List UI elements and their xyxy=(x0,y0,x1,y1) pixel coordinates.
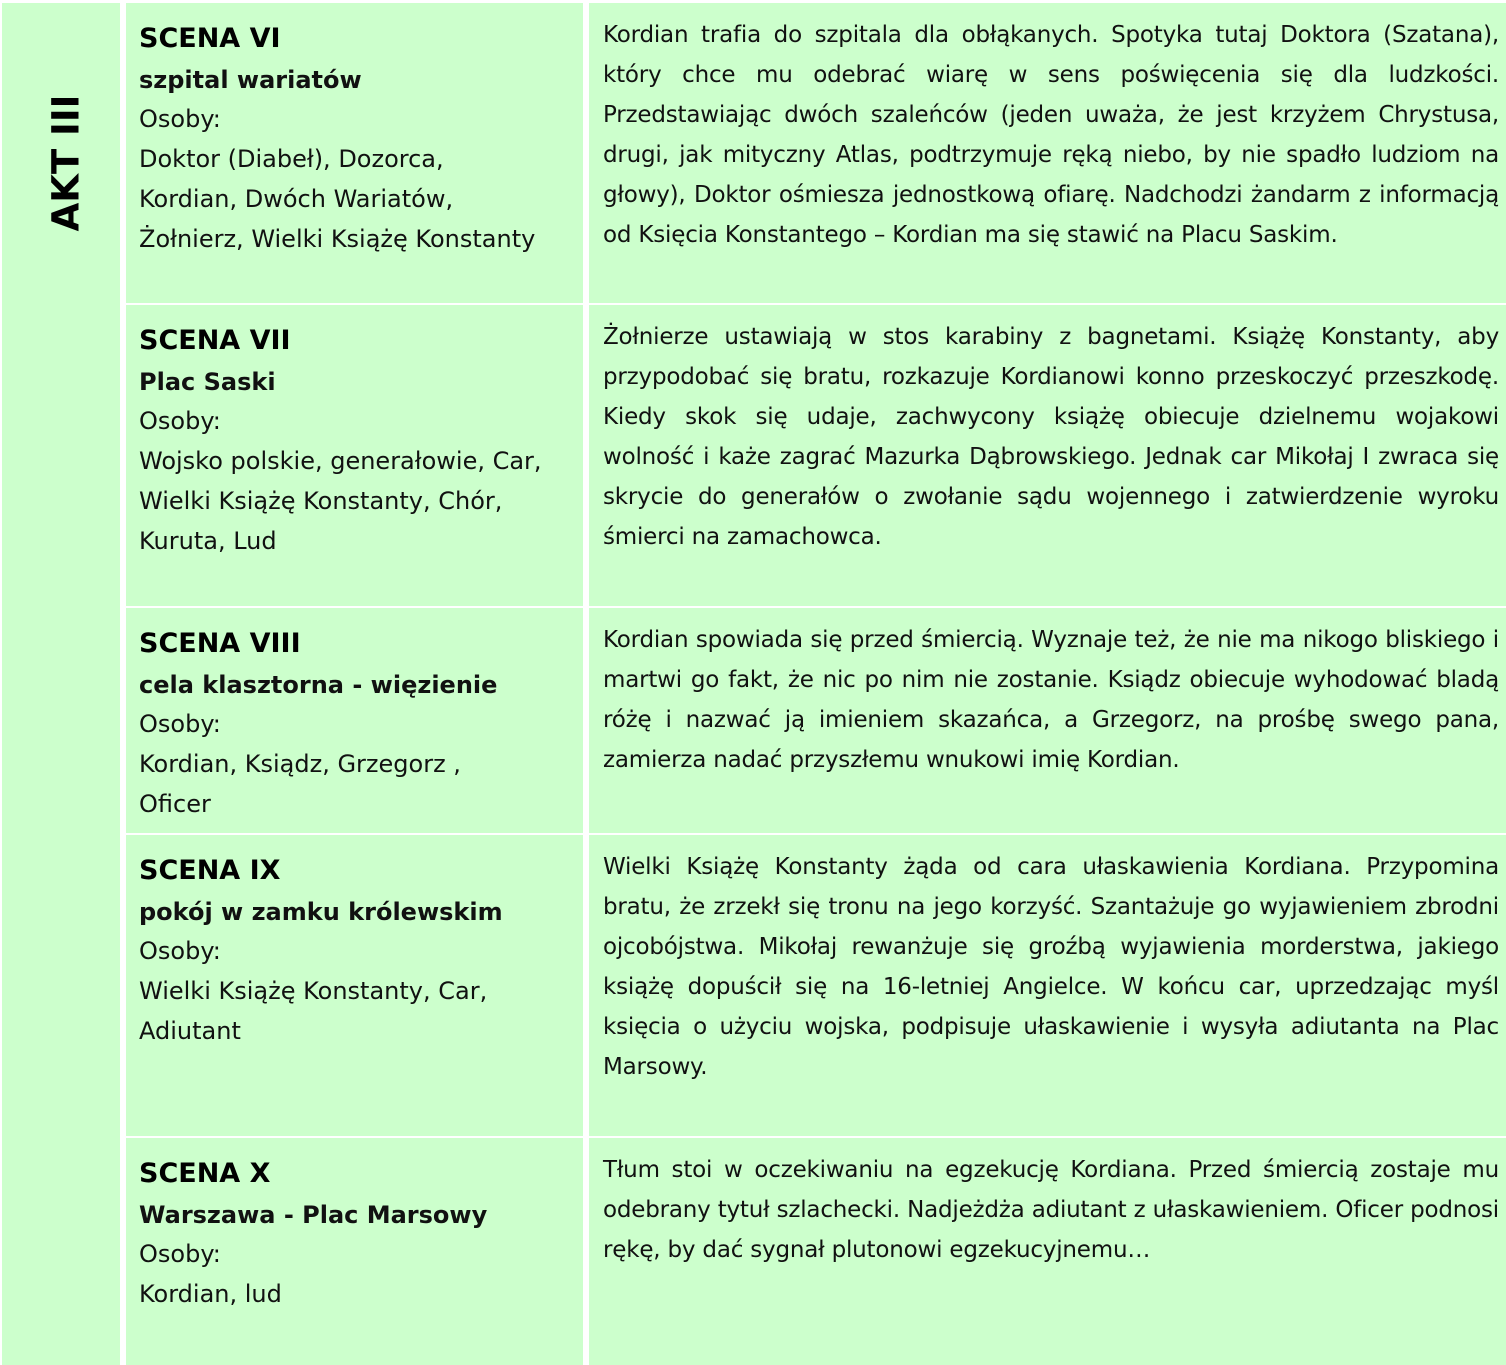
scene-place: cela klasztorna - więzienie xyxy=(139,671,498,699)
scene-title: SCENA X xyxy=(139,1158,271,1189)
scene-description: Tłum stoi w oczekiwaniu na egzekucję Kordiana. Przed śmiercią zostaje mu odebrany tytuł szlachecki. Nadjeżdża adiutant z ułaskawieniem. Oficer podnosi rękę, by dać sygnał plutonowi egzekucyjnemu… xyxy=(603,1157,1499,1263)
scene-title: SCENA VIII xyxy=(139,628,301,659)
act-label: AKT III xyxy=(44,94,88,232)
scene-description-cell xyxy=(589,608,1506,833)
scene-info-cell xyxy=(126,3,583,303)
scene-description-cell xyxy=(589,3,1506,303)
scene-place: szpital wariatów xyxy=(139,66,362,94)
scene-description-cell xyxy=(589,1138,1506,1365)
scene-description: Kordian spowiada się przed śmiercią. Wyznaje też, że nie ma nikogo bliskiego i martwi go fakt, że nic po nim nie zostanie. Ksiądz obiecuje wyhodować bladą różę i nazwać ją imieniem skazańca, a Grzegorz, na prośbę swego pana, zamierza nadać przyszłemu wnukowi imię Kordian. xyxy=(603,627,1499,773)
scene-persons: Wielki Książę Konstanty, Car, Adiutant xyxy=(139,977,488,1045)
scene-description-cell xyxy=(589,305,1506,606)
persons-label: Osoby: xyxy=(139,937,221,965)
scene-info-cell xyxy=(126,608,583,833)
act-header-cell xyxy=(2,3,120,1365)
scene-info-cell xyxy=(126,835,583,1136)
scene-title: SCENA VI xyxy=(139,23,281,54)
scene-place: Warszawa - Plac Marsowy xyxy=(139,1201,488,1229)
scene-info-cell xyxy=(126,305,583,606)
scene-persons: Kordian, Ksiądz, Grzegorz , Oficer xyxy=(139,750,461,818)
scene-place: Plac Saski xyxy=(139,368,276,396)
scene-title: SCENA IX xyxy=(139,855,281,886)
scene-description: Wielki Książę Konstanty żąda od cara ułaskawienia Kordiana. Przypomina bratu, że zrzekł się tronu na jego korzyść. Szantażuje go wyjawieniem zbrodni ojcobójstwa. Mikołaj rewanżuje się groźbą wyjawienia morderstwa, jakiego książę dopuścił się na 16-letniej Angielce. W końcu car, uprzedzając myśl księcia o użyciu wojska, podpisuje ułaskawienie i wysyła adiutanta na Plac Marsowy. xyxy=(603,854,1499,1080)
scene-info-cell xyxy=(126,1138,583,1365)
persons-label: Osoby: xyxy=(139,710,221,738)
scene-persons: Wojsko polskie, generałowie, Car, Wielki Książę Konstanty, Chór, Kuruta, Lud xyxy=(139,447,542,555)
scene-place: pokój w zamku królewskim xyxy=(139,898,503,926)
persons-label: Osoby: xyxy=(139,105,221,133)
scene-description-cell xyxy=(589,835,1506,1136)
persons-label: Osoby: xyxy=(139,407,221,435)
scene-persons: Doktor (Diabeł), Dozorca, Kordian, Dwóch Wariatów, Żołnierz, Wielki Książę Konstanty xyxy=(139,145,536,253)
persons-label: Osoby: xyxy=(139,1240,221,1268)
scene-description: Kordian trafia do szpitala dla obłąkanych. Spotyka tutaj Doktora (Szatana), który chce mu odebrać wiarę w sens poświęcenia się dla ludzkości. Przedstawiając dwóch szaleńców (jeden uważa, że jest krzyżem Chrystusa, drugi, jak mityczny Atlas, podtrzymuje ręką niebo, by nie spadło ludziom na głowy), Doktor ośmiesza jednostkową ofiarę. Nadchodzi żandarm z informacją od Księcia Konstantego – Kordian ma się stawić na Placu Saskim. xyxy=(603,22,1499,248)
scene-persons: Kordian, lud xyxy=(139,1280,282,1308)
act-scenes-table xyxy=(2,3,1506,1364)
scene-title: SCENA VII xyxy=(139,325,291,356)
scene-description: Żołnierze ustawiają w stos karabiny z bagnetami. Książę Konstanty, aby przypodobać się bratu, rozkazuje Kordianowi konno przeskoczyć przeszkodę. Kiedy skok się udaje, zachwycony książę obiecuje dzielnemu wojakowi wolność i każe zagrać Mazurka Dąbrowskiego. Jednak car Mikołaj I zwraca się skrycie do generałów o zwołanie sądu wojennego i zatwierdzenie wyroku śmierci na zamachowca. xyxy=(603,324,1499,550)
